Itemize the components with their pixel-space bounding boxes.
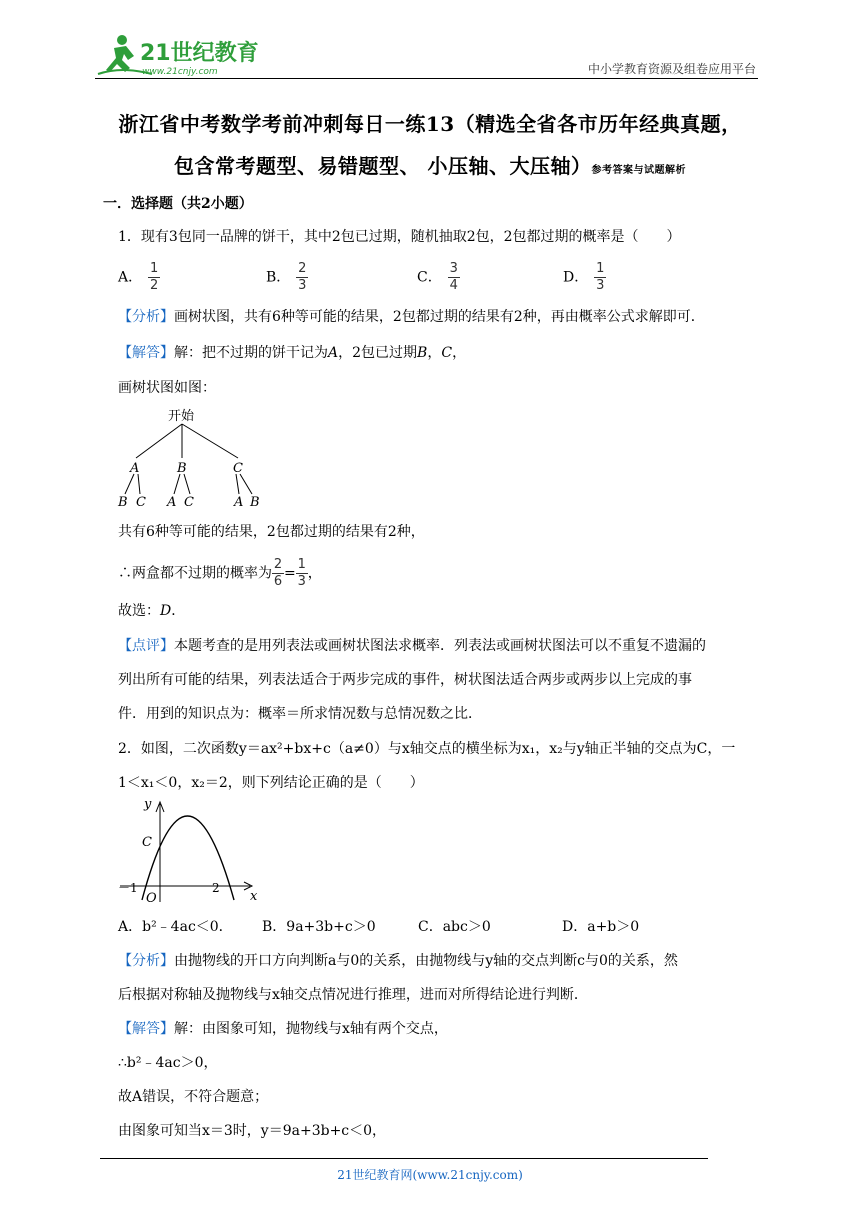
q2-analysis-line2: 后根据对称轴及抛物线与x轴交点情况进行推理，进而对所得结论进行判断． xyxy=(118,987,588,1003)
q2-option-a[interactable]: A．b²﹣4ac＜0． xyxy=(118,919,233,935)
q2-answer-line1: 【解答】解：由图象可知，抛物线与x轴有两个交点， xyxy=(118,1021,448,1037)
q1-result: 共有6种等可能的结果，2包都过期的结果有2种， xyxy=(118,524,425,540)
q1-comment-line2: 列出所有可能的结果，列表法适合于两步完成的事件，树状图法适合两步或两步以上完成的事 xyxy=(118,672,692,688)
doc-title-line2: 包含常考题型、易错题型、 小压轴、大压轴）参考答案与试题解析 xyxy=(174,154,686,178)
q2-option-b[interactable]: B．9a+3b+c＞0 xyxy=(262,919,376,935)
doc-title-line1: 浙江省中考数学考前冲刺每日一练13（精选全省各市历年经典真题， xyxy=(118,112,742,136)
platform-name: 中小学教育资源及组卷应用平台 xyxy=(587,62,756,76)
site-logo xyxy=(92,30,262,80)
q2-stem-line2: 1＜x₁＜0，x₂＝2，则下列结论正确的是（ ） xyxy=(118,775,424,791)
tree-leaf: C xyxy=(184,495,194,510)
tick-2: 2 xyxy=(212,881,220,895)
q1-option-a[interactable]: A． $\frac{1}{2}$ xyxy=(118,261,159,293)
q2-option-d[interactable]: D．a+b＞0 xyxy=(562,919,640,935)
q1-answer: 【解答】解：把不过期的饼干记为A，2包已过期B，C， xyxy=(118,345,467,361)
tick-neg1: －1 xyxy=(118,881,138,895)
q1-comment-line3: 件．用到的知识点为：概率＝所求情况数与总情况数之比． xyxy=(118,706,482,722)
q1-choice: 故选：D． xyxy=(118,603,186,619)
q2-answer-line4: 由图象可知当x＝3时，y＝9a+3b+c＜0， xyxy=(118,1123,387,1139)
tree-leaf: B xyxy=(118,495,128,510)
logo-main: 21世纪教育 xyxy=(140,41,259,66)
tree-leaf: A xyxy=(167,495,177,510)
header-divider xyxy=(95,78,758,79)
q1-tree-intro: 画树状图如图： xyxy=(118,380,216,396)
origin-label: O xyxy=(146,891,157,904)
q1-probability: ∴两盒都不过期的概率为 $\frac{2}{6}$ = $\frac{1}{3}$ ， xyxy=(118,557,322,589)
footer-link[interactable]: 21世纪教育网(www.21cnjy.com) xyxy=(337,1168,523,1182)
q2-answer-line2: ∴b²﹣4ac＞0， xyxy=(118,1055,218,1071)
q2-stem-line1: 2．如图，二次函数y＝ax²+bx+c（a≠0）与x轴交点的横坐标为x₁，x₂与y轴正半轴的交点为C，一 xyxy=(118,741,736,757)
tree-node-c: C xyxy=(233,461,243,476)
point-c-label: C xyxy=(142,835,152,850)
q1-analysis: 【分析】画树状图，共有6种等可能的结果，2包都过期的结果有2种，再由概率公式求解即可． xyxy=(118,309,705,325)
tree-diagram xyxy=(110,404,270,510)
title-subtitle: 参考答案与试题解析 xyxy=(591,165,686,176)
q1-stem: 1．现有3包同一品牌的饼干，其中2包已过期，随机抽取2包，2包都过期的概率是（ ） xyxy=(118,229,681,245)
q2-option-c[interactable]: C．abc＞0 xyxy=(418,919,491,935)
logo-url: www.21cnjy.com xyxy=(142,67,218,77)
tree-root: 开始 xyxy=(168,409,195,424)
tree-node-a: A xyxy=(130,461,140,476)
q1-option-b[interactable]: B． $\frac{2}{3}$ xyxy=(266,261,307,293)
tree-leaf: A xyxy=(234,495,244,510)
tree-leaf: C xyxy=(136,495,146,510)
q1-comment-line1: 【点评】本题考查的是用列表法或画树状图法求概率．列表法或画树状图法可以不重复不遗漏的 xyxy=(118,638,706,654)
section-heading: 一．选择题（共2小题） xyxy=(103,196,253,212)
tree-leaf: B xyxy=(250,495,260,510)
q2-analysis-line1: 【分析】由抛物线的开口方向判断a与0的关系，由抛物线与y轴的交点判断c与0的关系，然 xyxy=(118,953,678,969)
q1-option-d[interactable]: D． $\frac{1}{3}$ xyxy=(563,261,605,293)
footer-divider xyxy=(100,1158,708,1159)
q2-answer-line3: 故A错误，不符合题意； xyxy=(118,1089,269,1105)
q1-option-c[interactable]: C． $\frac{3}{4}$ xyxy=(417,261,458,293)
axis-x-label: x xyxy=(250,889,258,904)
tree-node-b: B xyxy=(177,461,187,476)
axis-y-label: y xyxy=(144,797,152,812)
parabola-graph xyxy=(112,792,264,904)
